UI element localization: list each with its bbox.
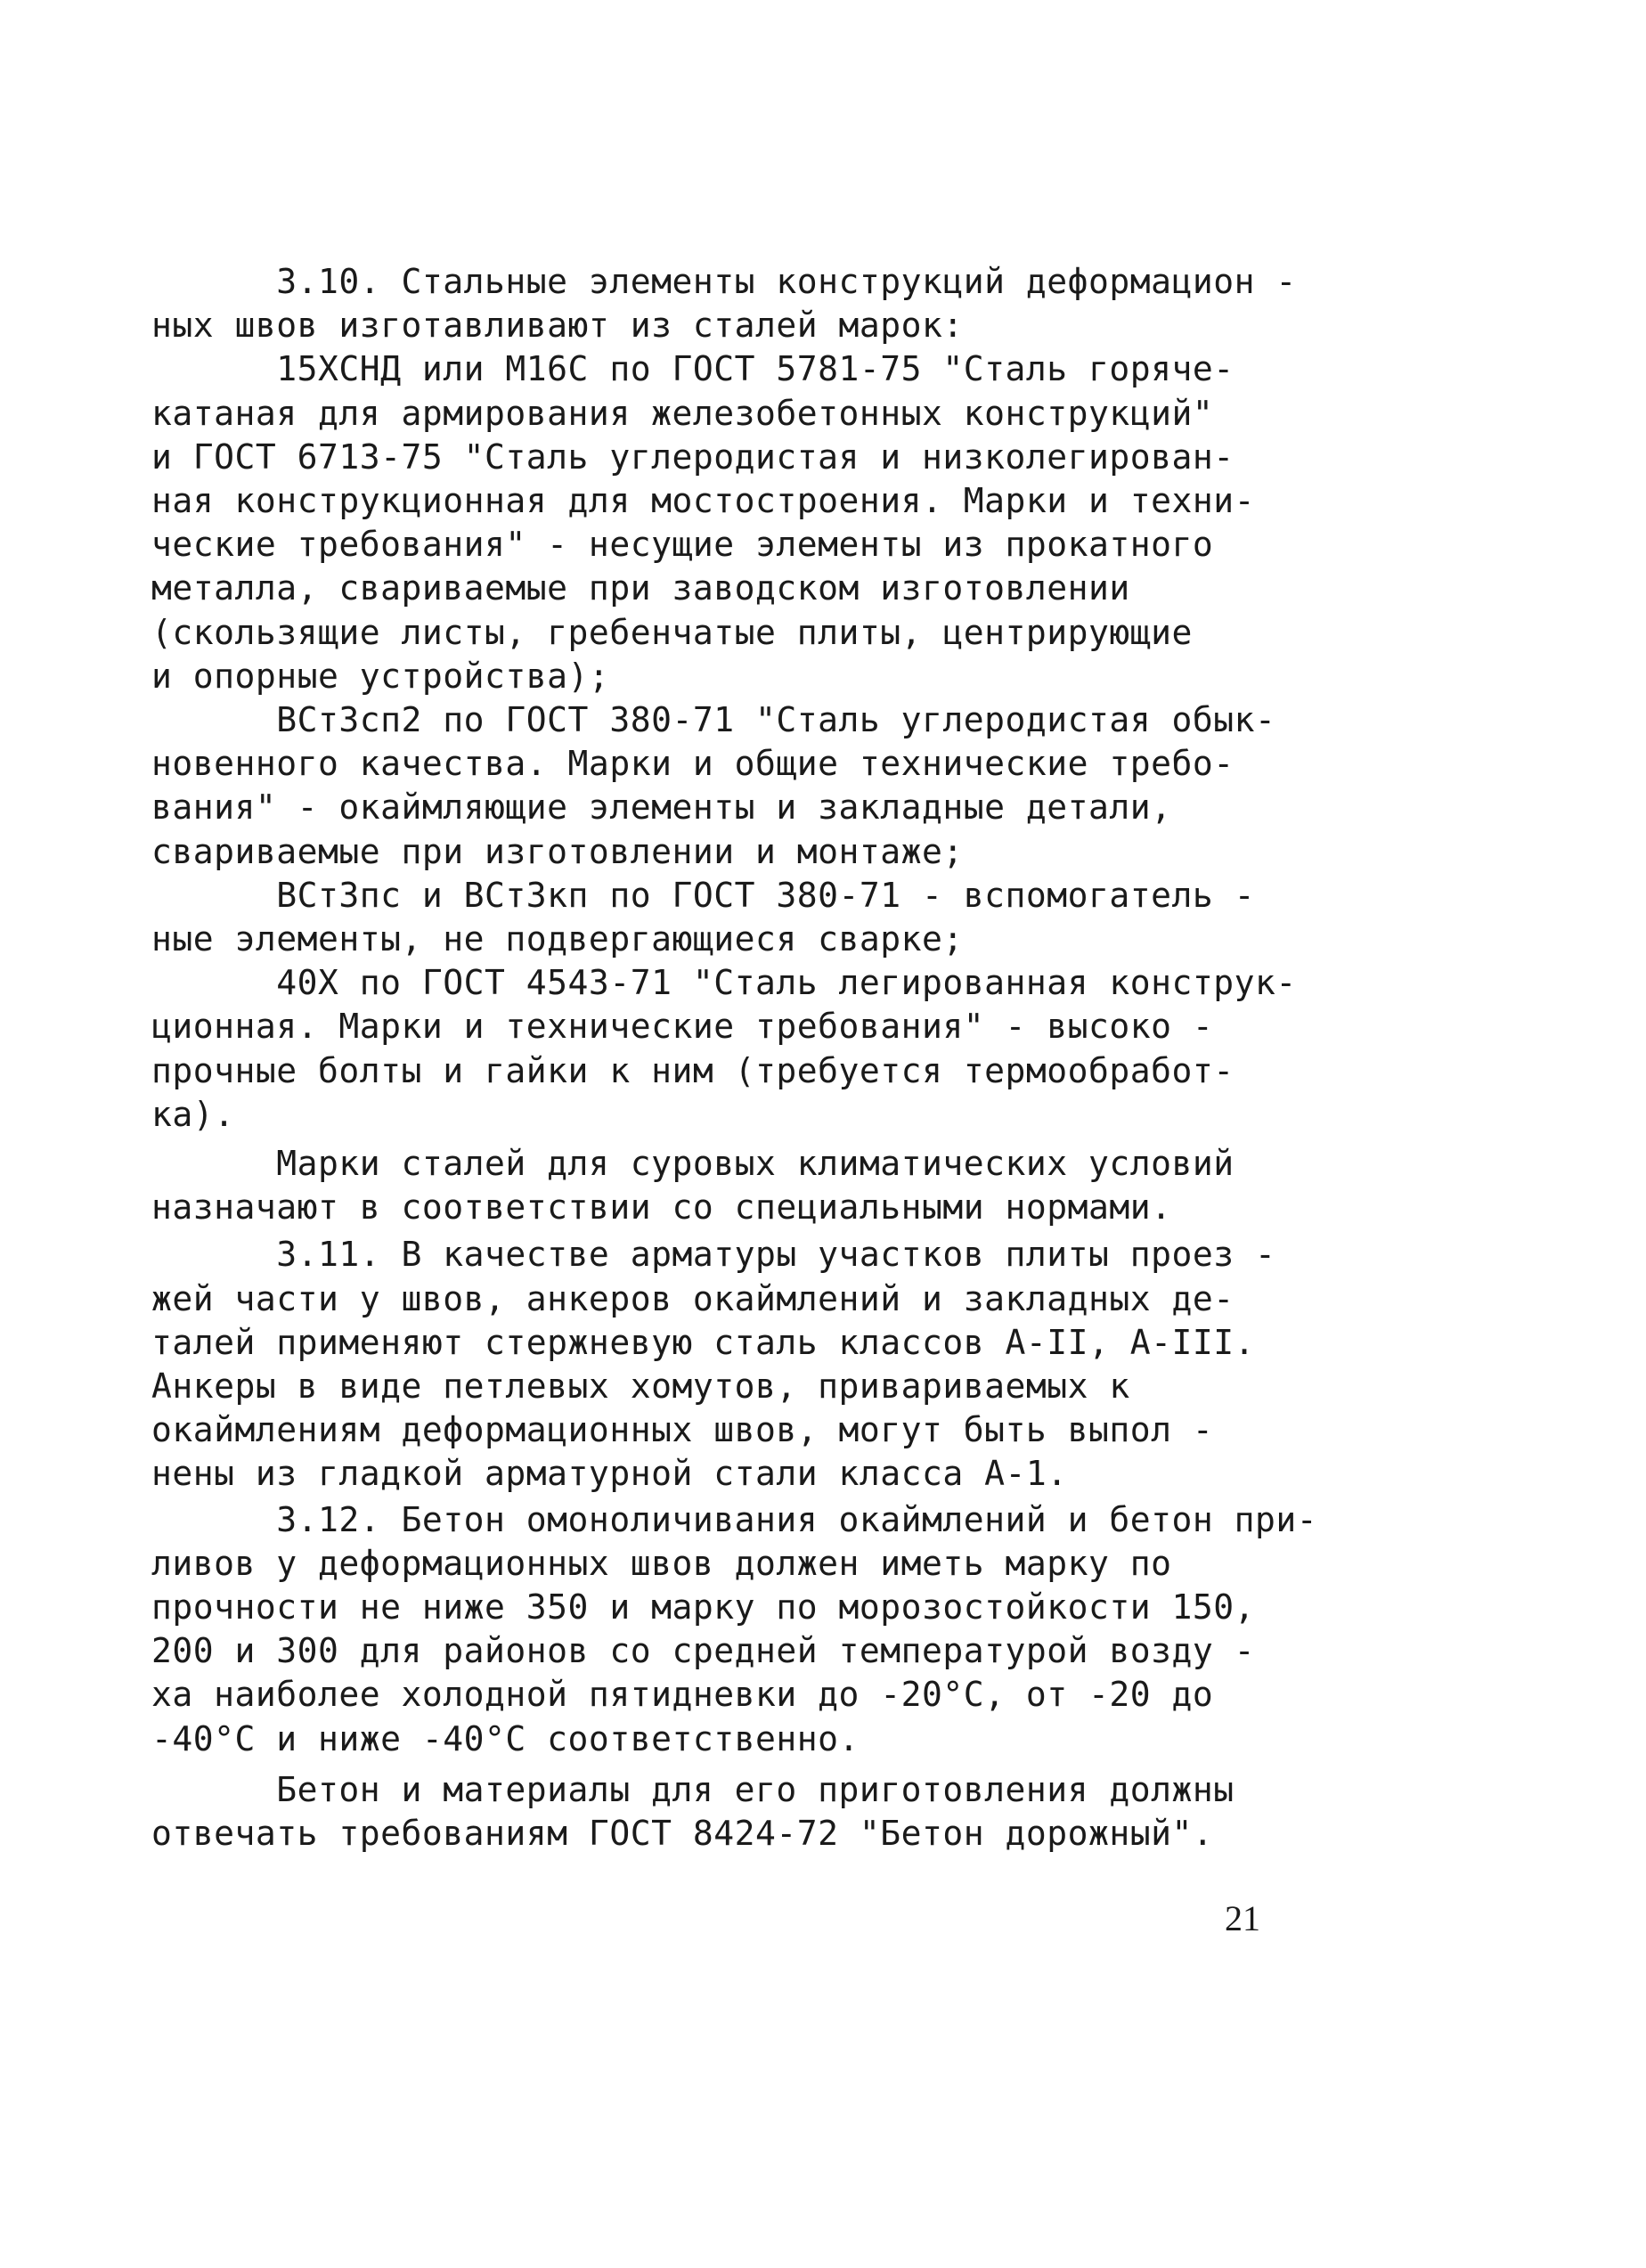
text-line: прочности не ниже 350 и марку по морозостойкости 150, bbox=[151, 1587, 1256, 1627]
text-line: ционная. Марки и технические требования" - высоко - bbox=[151, 1007, 1214, 1046]
text-line: ная конструкционная для мостостроения. Марки и техни- bbox=[151, 481, 1256, 520]
text-line: 15ХСНД или М16С по ГОСТ 5781-75 "Сталь горяче- bbox=[151, 349, 1234, 388]
text-line: и ГОСТ 6713-75 "Сталь углеродистая и низколегирован- bbox=[151, 437, 1234, 477]
text-line: Бетон и материалы для его приготовления должны bbox=[151, 1770, 1234, 1809]
text-line: талей применяют стержневую сталь классов А-II, А-III. bbox=[151, 1323, 1256, 1362]
text-line: окаймлениям деформационных швов, могут быть выпол - bbox=[151, 1410, 1214, 1449]
text-line: ВСт3пс и ВСт3кп по ГОСТ 380-71 - вспомогатель - bbox=[151, 876, 1256, 915]
text-line: и опорные устройства); bbox=[151, 657, 610, 696]
text-line: ных швов изготавливают из сталей марок: bbox=[151, 306, 964, 345]
text-line: катаная для армирования железобетонных конструкций" bbox=[151, 394, 1214, 433]
text-line: (скользящие листы, гребенчатые плиты, центрирующие bbox=[151, 613, 1193, 652]
text-line: 3.10. Стальные элементы конструкций деформацион - bbox=[151, 262, 1297, 301]
text-line: ха наиболее холодной пятидневки до -20°С, от -20 до bbox=[151, 1675, 1214, 1714]
text-line: прочные болты и гайки к ним (требуется термообработ- bbox=[151, 1051, 1234, 1090]
text-line: назначают в соответствии со специальными нормами. bbox=[151, 1187, 1172, 1227]
text-line: новенного качества. Марки и общие технические требо- bbox=[151, 744, 1234, 783]
text-line: 3.12. Бетон омоноличивания окаймлений и бетон при- bbox=[151, 1500, 1318, 1539]
text-line: 200 и 300 для районов со средней температурой возду - bbox=[151, 1631, 1256, 1670]
text-line: ные элементы, не подвергающиеся сварке; bbox=[151, 919, 964, 959]
text-line: вания" - окаймляющие элементы и закладные детали, bbox=[151, 787, 1172, 827]
text-line: -40°С и ниже -40°С соответственно. bbox=[151, 1719, 860, 1758]
text-line: свариваемые при изготовлении и монтаже; bbox=[151, 832, 964, 871]
page-number: 21 bbox=[1225, 1898, 1260, 1938]
text-line: нены из гладкой арматурной стали класса А-1. bbox=[151, 1454, 1068, 1493]
text-line: 3.11. В качестве арматуры участков плиты проез - bbox=[151, 1235, 1276, 1274]
text-line: ливов у деформационных швов должен иметь марку по bbox=[151, 1544, 1172, 1583]
text-line: металла, свариваемые при заводском изготовлении bbox=[151, 568, 1130, 608]
text-line: ческие требования" - несущие элементы из прокатного bbox=[151, 525, 1214, 564]
text-line: Марки сталей для суровых климатических условий bbox=[151, 1144, 1234, 1183]
text-line: отвечать требованиям ГОСТ 8424-72 "Бетон дорожный". bbox=[151, 1814, 1214, 1853]
text-line: ка). bbox=[151, 1095, 235, 1134]
text-line: жей части у швов, анкеров окаймлений и закладных де- bbox=[151, 1279, 1234, 1318]
text-line: Анкеры в виде петлевых хомутов, привариваемых к bbox=[151, 1367, 1130, 1406]
text-line: ВСт3сп2 по ГОСТ 380-71 "Сталь углеродистая обык- bbox=[151, 700, 1276, 739]
text-line: 40Х по ГОСТ 4543-71 "Сталь легированная конструк- bbox=[151, 963, 1297, 1002]
